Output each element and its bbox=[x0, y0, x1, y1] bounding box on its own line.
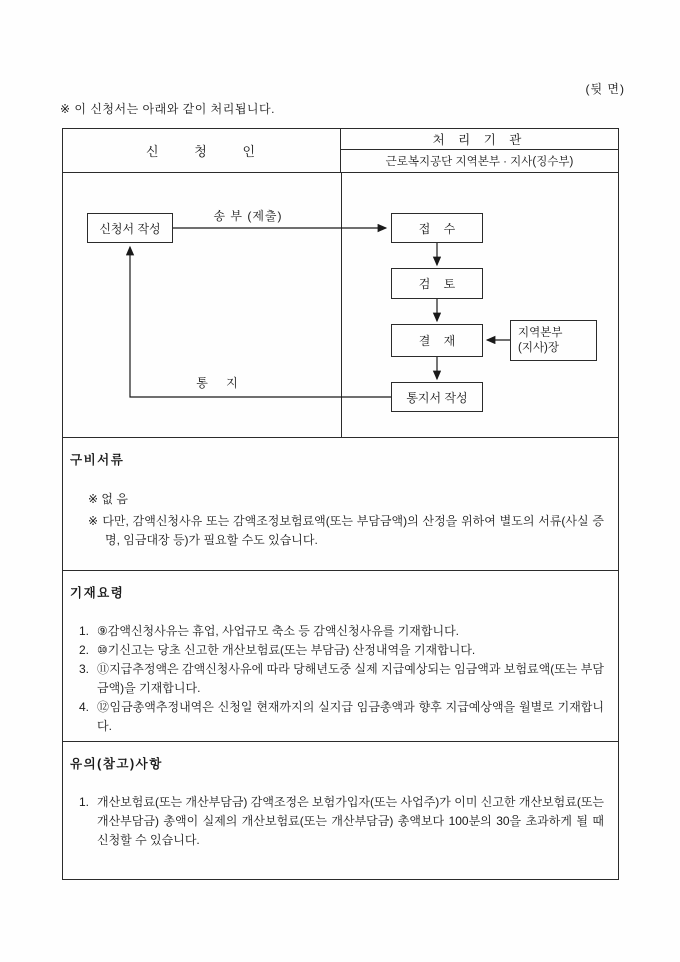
item-text: 개산보험료(또는 개산부담금) 감액조정은 보험가입자(또는 사업주)가 이미 신고한 개산보험료(또는 개산부담금) 총액이 실제의 개산보험료(또는 개산부담금) 총액보다 100분의 30을 초과하게 될 때 신청할 수 있습니다. bbox=[97, 795, 605, 847]
item-text: ⑫임금총액추정내역은 신청일 현재까지의 실지급 임금총액과 향후 지급예상액을 월별로 기재합니다. bbox=[97, 700, 604, 733]
item-number: 2. bbox=[79, 643, 90, 657]
node-write-application: 신청서 작성 bbox=[87, 213, 173, 243]
item-number: 1. bbox=[79, 795, 90, 809]
flowchart-header-row bbox=[63, 129, 618, 173]
notes-list bbox=[79, 793, 604, 850]
agency-subheader: 근로복지공단 지역본부 · 지사(징수부) bbox=[385, 156, 574, 168]
filling-instructions-list bbox=[79, 622, 604, 736]
processing-flowchart bbox=[63, 129, 618, 438]
section-notes bbox=[63, 742, 618, 881]
applicant-column-header: 신 청 인 bbox=[63, 129, 341, 172]
flowchart-diagram bbox=[63, 173, 618, 437]
required-documents-list bbox=[88, 490, 604, 550]
item-number: 3. bbox=[79, 662, 90, 676]
edge-label-send: 송 부 (제출) bbox=[213, 209, 283, 223]
item-text: ⑪지급추정액은 감액신청사유에 따라 당해년도중 실제 지급예상되는 임금액과 보험료액(또는 부담금액)을 기재합니다. bbox=[97, 662, 604, 695]
agency-column-header-cell bbox=[341, 129, 618, 172]
item-text: ⑨감액신청사유는 휴업, 사업규모 축소 등 감액신청사유를 기재합니다. bbox=[97, 624, 460, 638]
node-write-notice: 통지서 작성 bbox=[391, 382, 483, 412]
page-side-note: (뒷 면) bbox=[585, 82, 625, 96]
node-receive: 접 수 bbox=[391, 213, 483, 243]
instruction-item bbox=[79, 641, 604, 660]
form-body-box bbox=[62, 128, 619, 880]
section-required-documents bbox=[63, 438, 618, 571]
node-branch-head bbox=[510, 320, 597, 361]
processing-intro-note: ※ 이 신청서는 아래와 같이 처리됩니다. bbox=[60, 102, 275, 116]
instruction-item bbox=[79, 622, 604, 641]
branch-head-line1: 지역본부 bbox=[518, 326, 563, 339]
item-number: 4. bbox=[79, 700, 90, 714]
section-filling-instructions bbox=[63, 571, 618, 742]
instruction-item bbox=[79, 660, 604, 698]
note-item bbox=[79, 793, 604, 850]
branch-head-line2: (지사)장 bbox=[518, 341, 559, 354]
node-review: 검 토 bbox=[391, 268, 483, 299]
notes-title: 유의(참고)사항 bbox=[70, 757, 163, 771]
filling-instructions-title: 기재요령 bbox=[70, 586, 125, 600]
node-approve: 결 재 bbox=[391, 324, 483, 357]
item-text: ⑩기신고는 당초 신고한 개산보험료(또는 부담금) 산정내역을 기재합니다. bbox=[97, 643, 476, 657]
agency-column-header: 처 리 기 관 bbox=[341, 129, 618, 150]
edge-label-notify: 통 지 bbox=[196, 376, 239, 390]
required-documents-item: ※ 없 음 bbox=[88, 492, 128, 506]
item-number: 1. bbox=[79, 624, 90, 638]
required-documents-title: 구비서류 bbox=[70, 453, 125, 467]
instruction-item bbox=[79, 698, 604, 736]
required-documents-item: ※ 다만, 감액신청사유 또는 감액조정보험료액(또는 부담금액)의 산정을 위하여 별도의 서류(사실 증명, 임금대장 등)가 필요할 수도 있습니다. bbox=[88, 514, 604, 547]
